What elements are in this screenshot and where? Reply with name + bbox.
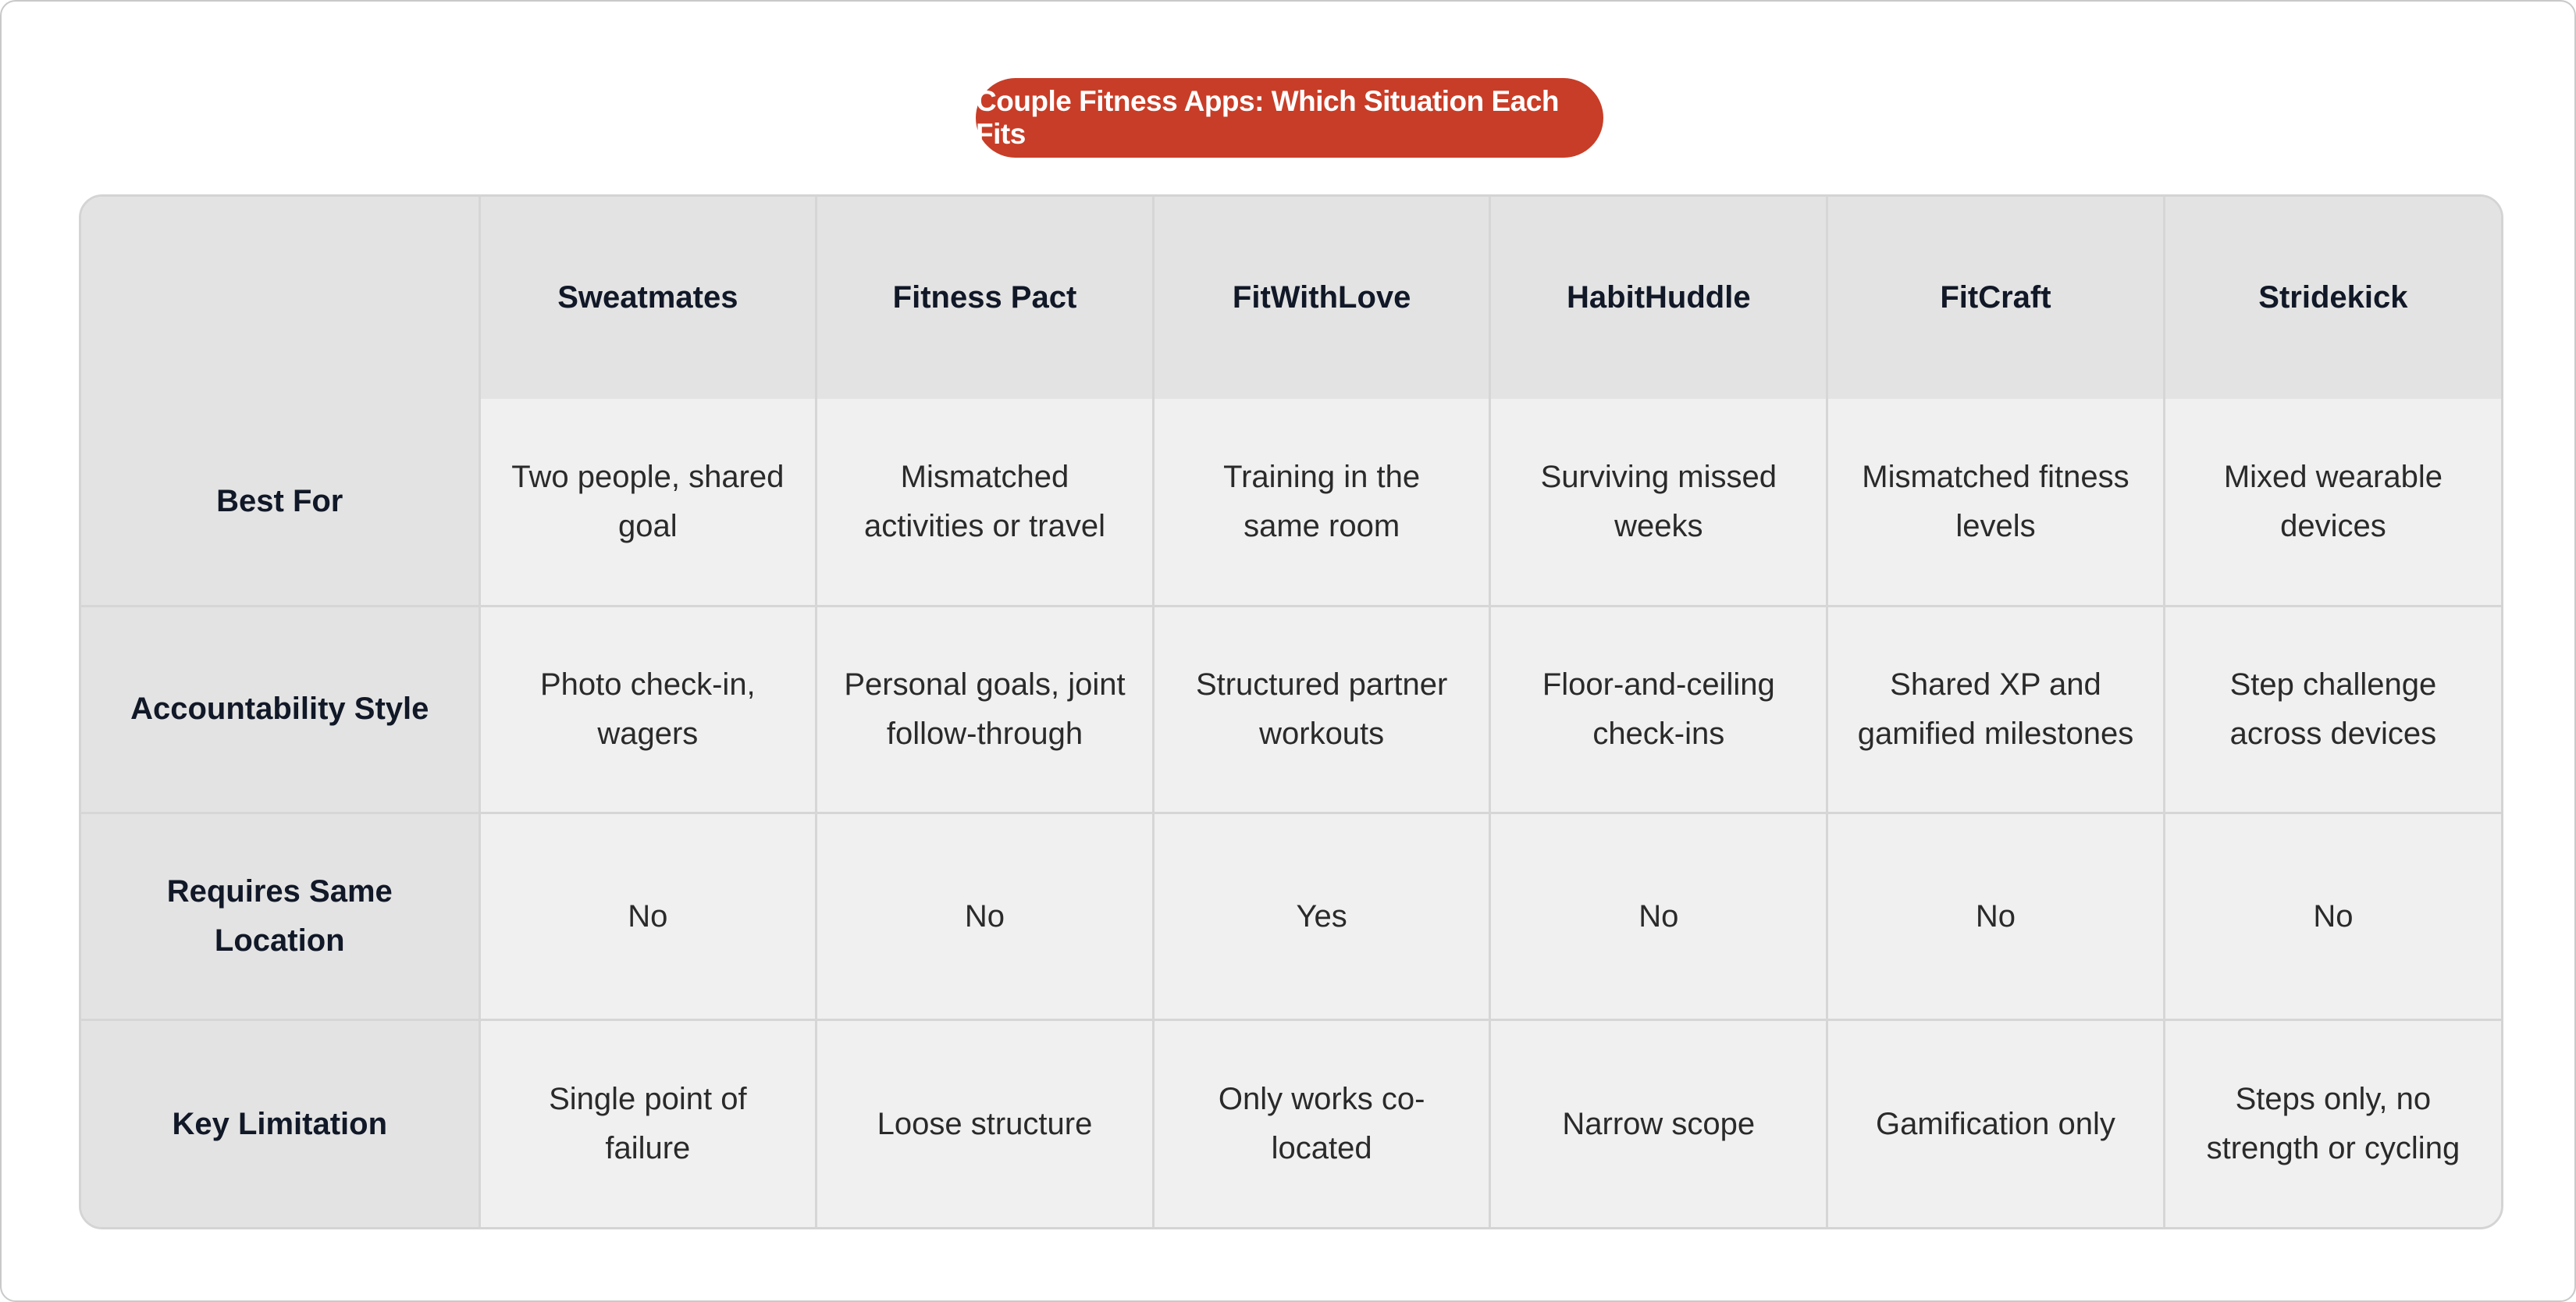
table-cell: Yes [1153,813,1490,1020]
table-cell: Floor-and-ceiling check-ins [1490,606,1827,813]
corner-cell [81,197,479,399]
header-row [81,197,2501,399]
table-row-best-for [81,399,2501,606]
table-cell: Single point of failure [479,1020,817,1227]
table-cell: Training in the same room [1153,399,1490,606]
comparison-table [79,194,2503,1229]
table-cell: Shared XP and gamified milestones [1827,606,2165,813]
table-cell: Narrow scope [1490,1020,1827,1227]
table-row-key-limitation [81,1020,2501,1227]
row-header: Best For [81,399,479,606]
table-cell: Step challenge across devices [2164,606,2501,813]
table-cell: No [2164,813,2501,1020]
table-cell: Structured partner workouts [1153,606,1490,813]
table-cell: Surviving missed weeks [1490,399,1827,606]
column-header-sweatmates: Sweatmates [479,197,817,399]
column-header-fitness-pact: Fitness Pact [817,197,1154,399]
table-cell: Gamification only [1827,1020,2165,1227]
page-title: Couple Fitness Apps: Which Situation Each Fits [976,78,1603,158]
table-cell: Only works co-located [1153,1020,1490,1227]
row-header: Key Limitation [81,1020,479,1227]
table-row-accountability-style [81,606,2501,813]
table-cell: Photo check-in, wagers [479,606,817,813]
column-header-habithuddle: HabitHuddle [1490,197,1827,399]
table-row-requires-same-location [81,813,2501,1020]
row-header: Requires Same Location [81,813,479,1020]
table-cell: Mismatched activities or travel [817,399,1154,606]
column-header-stridekick: Stridekick [2164,197,2501,399]
table-cell: No [1827,813,2165,1020]
column-header-fitwithlove: FitWithLove [1153,197,1490,399]
table-cell: Personal goals, joint follow-through [817,606,1154,813]
column-header-fitcraft: FitCraft [1827,197,2165,399]
table-cell: No [479,813,817,1020]
table-cell: No [1490,813,1827,1020]
table-cell: Loose structure [817,1020,1154,1227]
table-cell: No [817,813,1154,1020]
table-cell: Mismatched fitness levels [1827,399,2165,606]
table-cell: Two people, shared goal [479,399,817,606]
table-cell: Mixed wearable devices [2164,399,2501,606]
table-cell: Steps only, no strength or cycling [2164,1020,2501,1227]
row-header: Accountability Style [81,606,479,813]
